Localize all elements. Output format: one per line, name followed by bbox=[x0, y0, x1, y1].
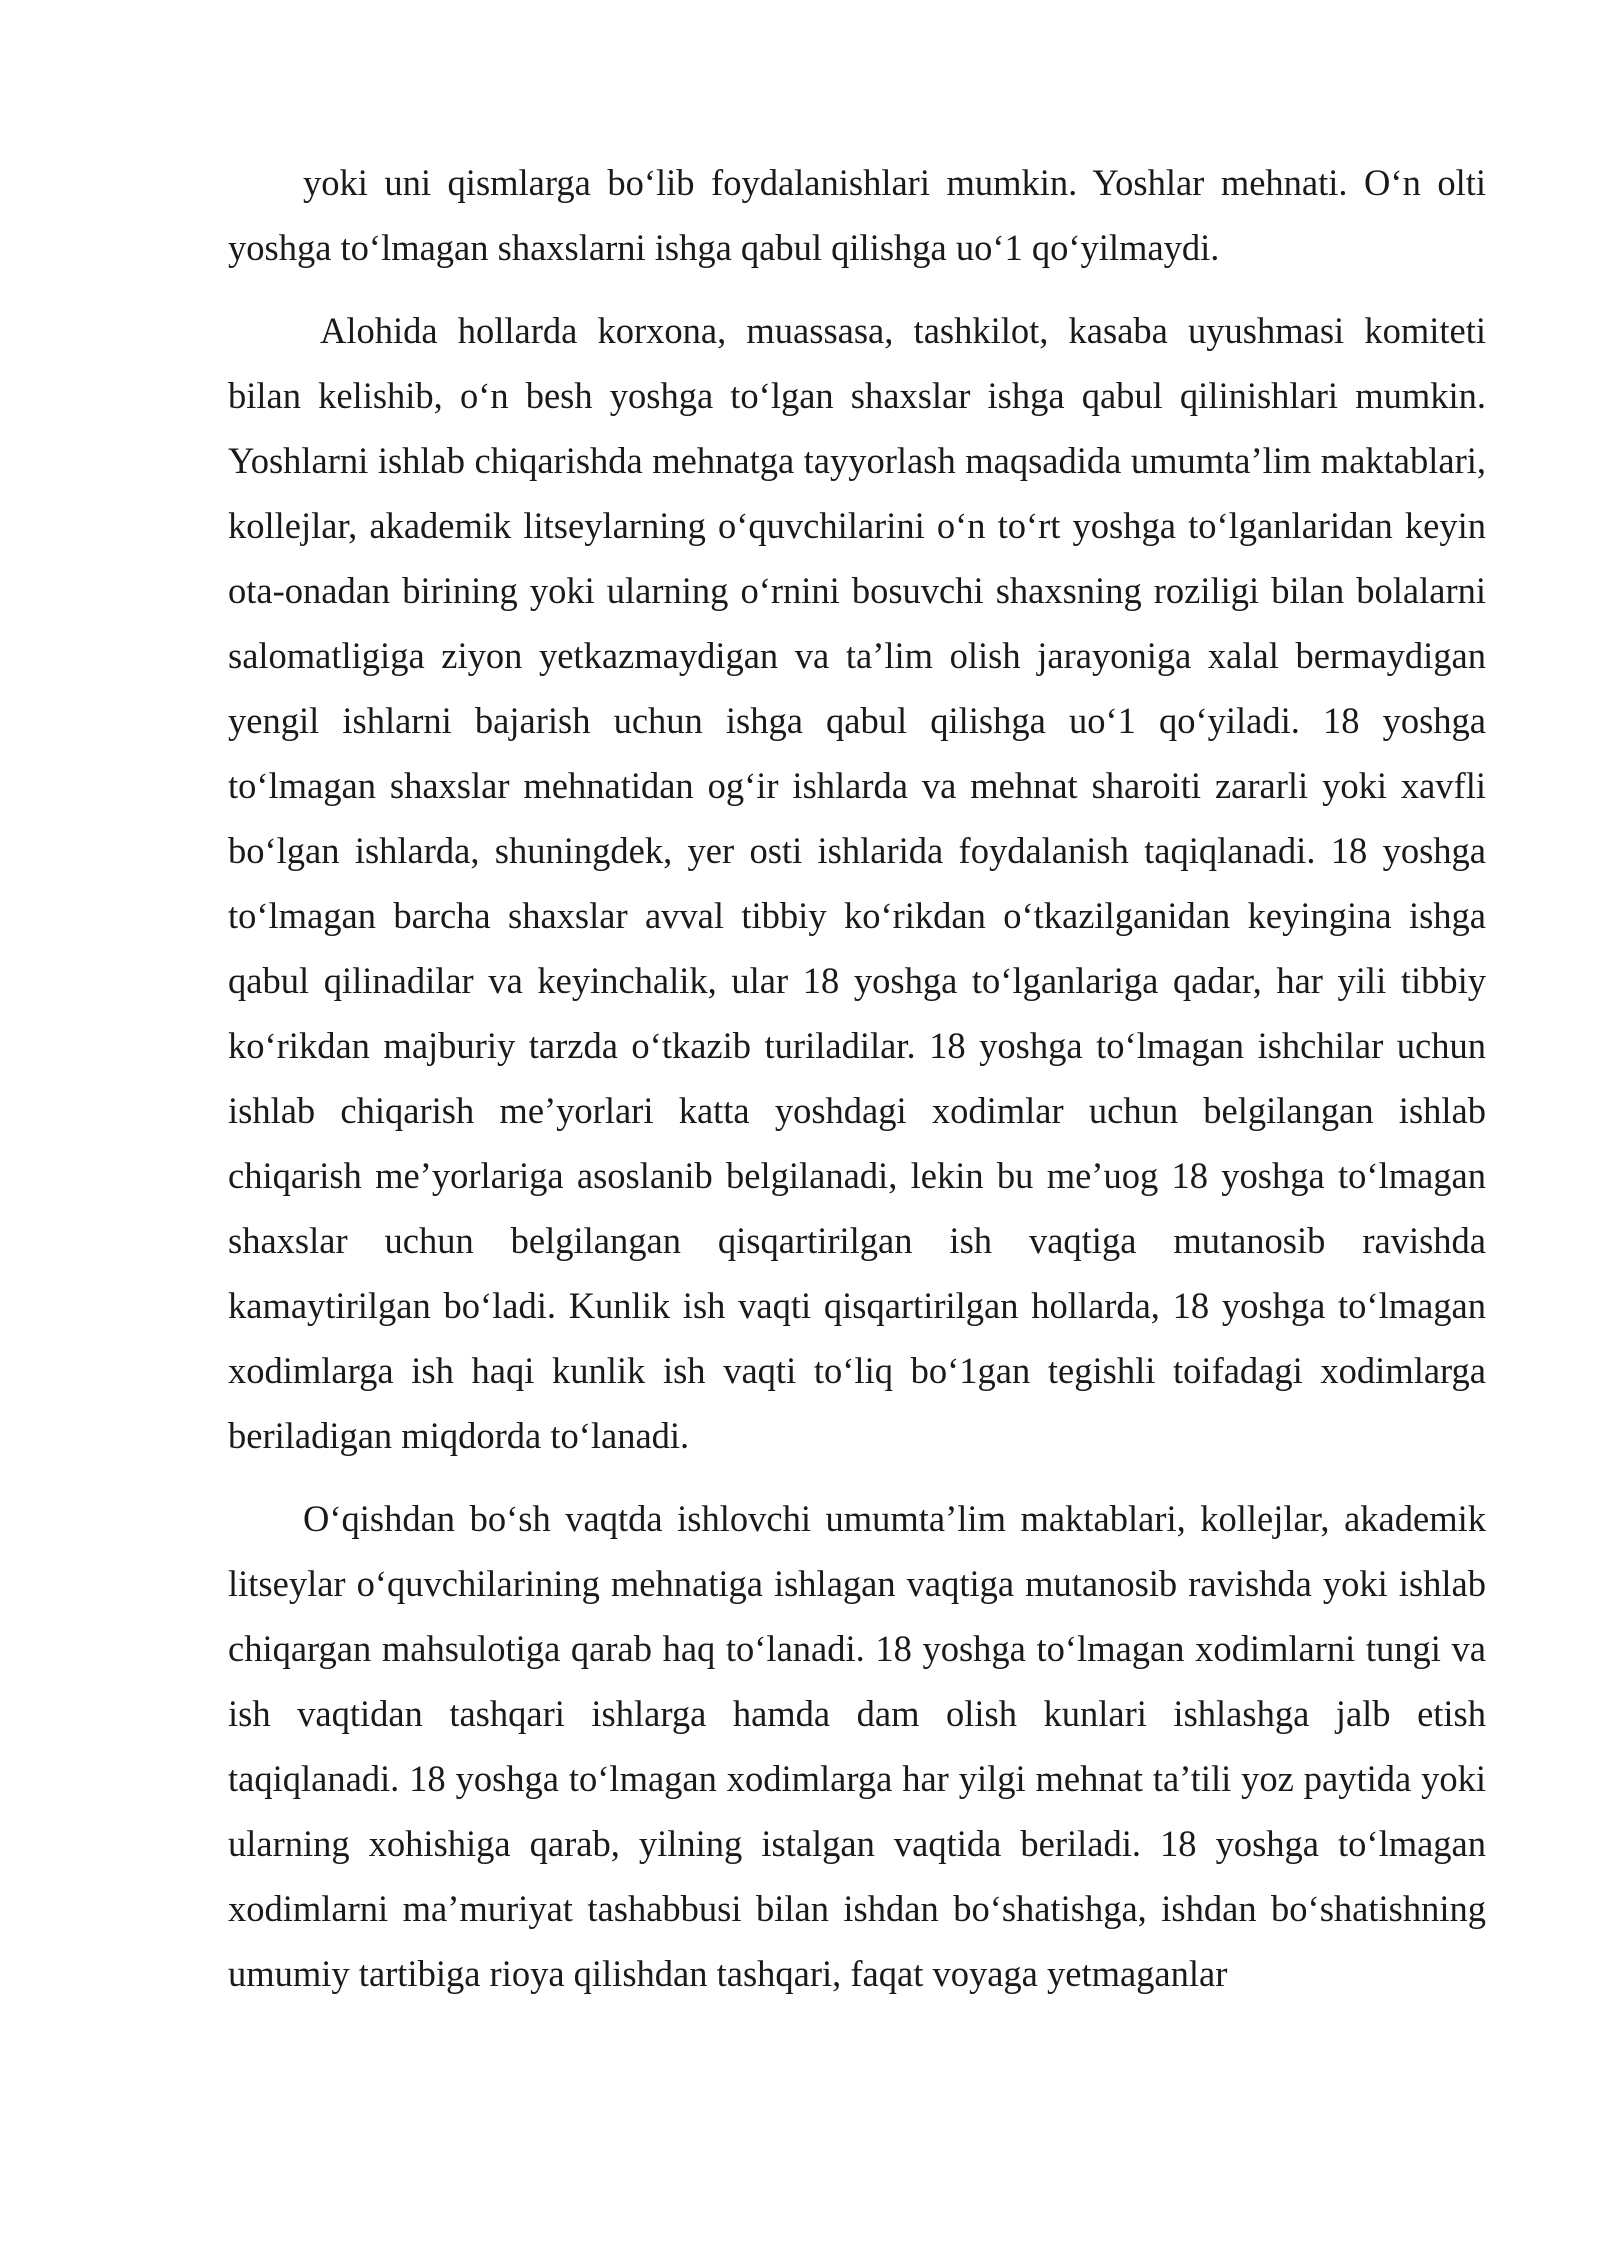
paragraph-2: Alohida hollarda korxona, muassasa, tashkilot, kasaba uyushmasi komiteti bilan kelishib, o‘n besh yoshga to‘lgan shaxslar ishga qabul qilinishlari mumkin. Yoshlarni ishlab chiqarishda mehnatga tayyorlash maqsadida umumta’lim maktablari, kollejlar, akademik litseylarning o‘quvchilarini o‘n to‘rt yoshga to‘lganlaridan keyin ota-onadan birining yoki ularning o‘rnini bosuvchi shaxsning roziligi bilan bolalarni salomatligiga ziyon yetkazmaydigan va ta’lim olish jarayoniga xalal bermaydigan yengil ishlarni bajarish uchun ishga qabul qilishga uo‘1 qo‘yiladi. 18 yoshga to‘lmagan shaxslar mehnatidan og‘ir ishlarda va mehnat sharoiti zararli yoki xavfli bo‘lgan ishlarda, shuningdek, yer osti ishlarida foydalanish taqiqlanadi. 18 yoshga to‘lmagan barcha shaxslar avval tibbiy ko‘rikdan o‘tkazilganidan keyingina ishga qabul qilinadilar va keyinchalik, ular 18 yoshga to‘lganlariga qadar, har yili tibbiy ko‘rikdan majburiy tarzda o‘tkazib turiladilar. 18 yoshga to‘lmagan ishchilar uchun ishlab chiqarish me’yorlari katta yoshdagi xodimlar uchun belgilangan ishlab chiqarish me’yorlariga asoslanib belgilanadi, lekin bu me’uog 18 yoshga to‘lmagan shaxslar uchun belgilangan qisqartirilgan ish vaqtiga mutanosib ravishda kamaytirilgan bo‘ladi. Kunlik ish vaqti qisqartirilgan hollarda, 18 yoshga to‘lmagan xodimlarga ish haqi kunlik ish vaqti to‘liq bo‘1gan tegishli toifadagi xodimlarga beriladigan miqdorda to‘lanadi. bbox=[228, 310, 1486, 1456]
document-body bbox=[228, 150, 1486, 2006]
paragraph-3: O‘qishdan bo‘sh vaqtda ishlovchi umumta’lim maktablari, kollejlar, akademik litseylar o‘quvchilarining mehnatiga ishlagan vaqtiga mutanosib ravishda yoki ishlab chiqargan mahsulotiga qarab haq to‘lanadi. 18 yoshga to‘lmagan xodimlarni tungi va ish vaqtidan tashqari ishlarga hamda dam olish kunlari ishlashga jalb etish taqiqlanadi. 18 yoshga to‘lmagan xodimlarga har yilgi mehnat ta’tili yoz paytida yoki ularning xohishiga qarab, yilning istalgan vaqtida beriladi. 18 yoshga to‘lmagan xodimlarni ma’muriyat tashabbusi bilan ishdan bo‘shatishga, ishdan bo‘shatishning umumiy tartibiga rioya qilishdan tashqari, faqat voyaga yetmaganlar bbox=[228, 1498, 1486, 1994]
paragraph-1: yoki uni qismlarga bo‘lib foydalanishlari mumkin. Yoshlar mehnati. O‘n olti yoshga to‘lmagan shaxslarni ishga qabul qilishga uo‘1 qo‘yilmaydi. bbox=[228, 162, 1486, 268]
